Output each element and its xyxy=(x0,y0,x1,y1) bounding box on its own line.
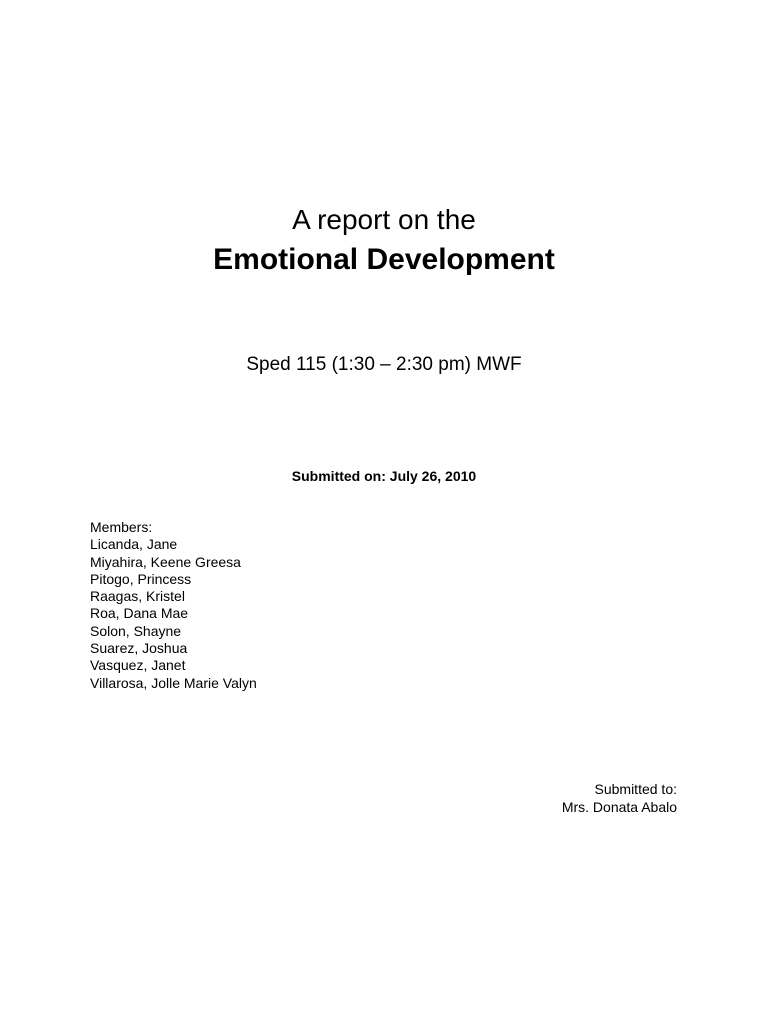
members-section xyxy=(90,519,257,692)
member-name: Raagas, Kristel xyxy=(90,588,185,605)
member-name: Roa, Dana Mae xyxy=(90,605,189,622)
submission-date: Submitted on: July 26, 2010 xyxy=(291,468,477,484)
instructor-name: Mrs. Donata Abalo xyxy=(561,799,677,815)
member-name: Miyahira, Keene Greesa xyxy=(90,553,241,570)
report-title-line-2: Emotional Development xyxy=(213,243,555,276)
member-name: Villarosa, Jolle Marie Valyn xyxy=(90,674,257,691)
members-heading: Members: xyxy=(90,519,153,535)
submitted-to-section xyxy=(562,780,677,816)
member-name: Solon, Shayne xyxy=(90,622,182,639)
submitted-to-label: Submitted to: xyxy=(594,781,677,797)
members-list xyxy=(90,536,257,692)
report-title-line-1: A report on the xyxy=(292,204,476,235)
member-name: Licanda, Jane xyxy=(90,536,178,553)
member-name: Pitogo, Princess xyxy=(90,570,192,587)
member-name: Vasquez, Janet xyxy=(90,657,186,674)
course-info: Sped 115 (1:30 – 2:30 pm) MWF xyxy=(246,354,522,375)
member-name: Suarez, Joshua xyxy=(90,640,188,657)
